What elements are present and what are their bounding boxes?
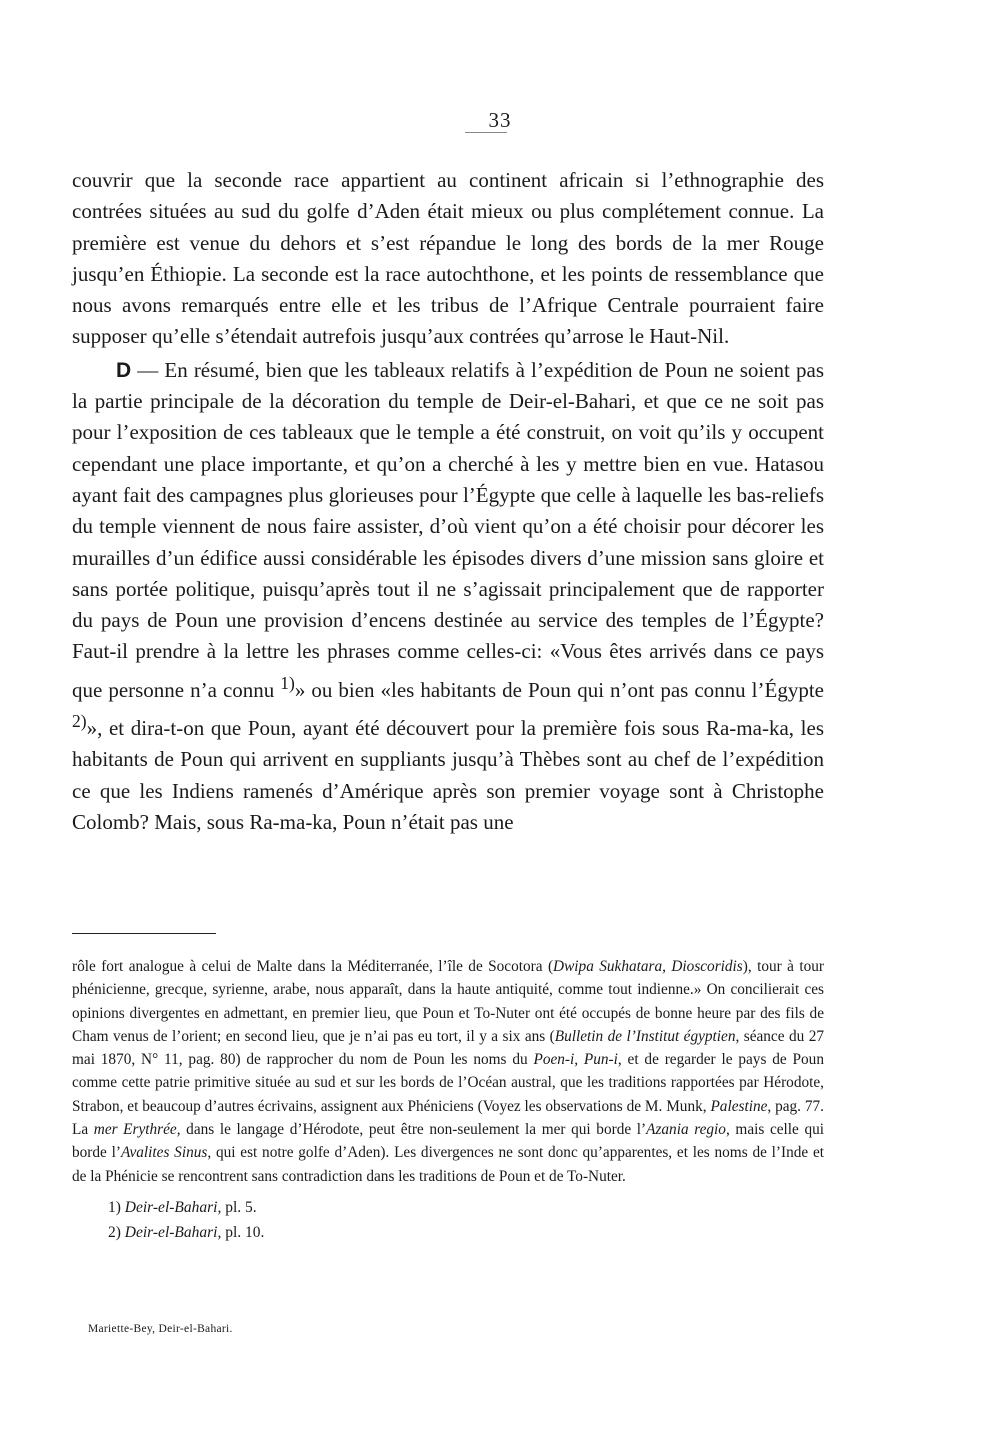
fn-text: , et de regarder le pays de Poun comme cette patrie primitive située au sud et sur les bords de l’Océan austral, que les traditions rapportées par Hérodote, Strabon, et beaucoup d’autres écrivains, assignent aux Phéniciens (Voyez les observations de M. Munk, [72, 1051, 824, 1115]
fn-text: , pag. 77. La [72, 1097, 824, 1139]
signature-line: Mariette-Bey, Deir-el-Bahari. [88, 1323, 233, 1335]
footnote-ref-2: 2) [72, 711, 87, 732]
footnote-ref-1: 1) [280, 672, 295, 693]
footnote-source: Deir-el-Bahari, [124, 1223, 222, 1241]
fn-text: rôle fort analogue à celui de Malte dans la Méditerranée, l’île de Socotora ( [72, 958, 554, 975]
main-text [72, 165, 824, 838]
page-number: 33 [0, 108, 1000, 133]
fn-italic: Avalites Sinus [120, 1144, 208, 1162]
paragraph-1: couvrir que la seconde race appartient au continent africain si l’ethnographie des contrées situées au sud du golfe d’Aden était mieux ou plus complétement connue. La première est venue du dehors et s’est répandue le long des bords de la mer Rouge jusqu’en Éthiopie. La seconde est la race autochthone, et les points de ressemblance que nous avons remarqués entre elle et les tribus de l’Afrique Centrale pourraient faire supposer qu’elle s’étendait autrefois jusqu’aux contrées qu’arrose le Haut-Nil. [72, 168, 824, 349]
fn-italic: Azania regio [646, 1121, 726, 1139]
fn-text: , dans le langage d’Hérodote, peut être non-seulement la mer qui borde l’ [176, 1121, 647, 1139]
footnote-1 [72, 1196, 824, 1219]
paragraph-2-part-2: » ou bien «les habitants de Poun qui n’ont pas connu l’Égypte [294, 677, 824, 702]
fn-italic: Palestine [710, 1097, 768, 1115]
footnotes [72, 955, 824, 1244]
footnote-2 [72, 1221, 824, 1244]
footnote-page: pl. 5. [221, 1198, 257, 1216]
paragraph-2 [72, 355, 824, 838]
footnote-page: pl. 10. [221, 1223, 265, 1241]
section-letter: D [116, 358, 132, 382]
paragraph-2-part-3: », et dira-t-on que Poun, ayant été découvert pour la première fois sous Ra-ma-ka, les habitants de Poun qui arrivent en suppliants jusqu’à Thèbes sont au chef de l’expédition ce que les Indiens ramenés d’Amérique après son premier voyage sont à Christophe Colomb? Mais, sous Ra-ma-ka, Poun n’était pas une [72, 716, 824, 834]
fn-italic: Bulletin de l’Institut égyptien [554, 1027, 736, 1045]
fn-italic: Dwipa Sukhatara, Dioscoridis [553, 958, 743, 975]
fn-text: , mais celle qui borde l’ [72, 1121, 824, 1162]
footnote-marker: 2) [108, 1223, 121, 1241]
paragraph-2-part-1: — En résumé, bien que les tableaux relatifs à l’expédition de Poun ne soient pas la partie principale de la décoration du temple de Deir-el-Bahari, et que ce ne soit pas pour l’exposition de ces tableaux que le temple a été construit, on voit qu’ils y occupent cependant une place importante, et qu’on a cherché à les y mettre bien en vue. Hatasou ayant fait des campagnes plus glorieuses pour l’Égypte que celle à laquelle les bas-reliefs du temple viennent de nous faire assister, d’où vient qu’on a été choisir pour décorer les murailles d’un édifice aussi considérable les épisodes divers d’une mission sans gloire et sans portée politique, puisqu’après tout il ne s’agissait principalement que de rapporter du pays de Poun une provision d’encens destinée au service des temples de l’Égypte? Faut-il prendre à la lettre les phrases comme celles-ci: «Vous êtes arrivés dans ce pays que personne n’a connu [72, 357, 824, 702]
fn-italic: mer Erythrée [93, 1121, 177, 1139]
fn-text: , séance du 27 mai 1870, N° 11, pag. 80) de rapprocher du nom de Poun les noms du [72, 1027, 825, 1069]
footnote-continuation [72, 955, 824, 1188]
footnote-rule [72, 933, 216, 934]
fn-italic: Poen-i, Pun-i [533, 1051, 618, 1069]
fn-text: , qui est notre golfe d’Aden). Les divergences ne sont donc qu’apparentes, et les noms de l’Inde et de la Phénicie se rencontrent sans contradiction dans les traditions de Poun et de To-Nuter. [72, 1144, 825, 1185]
footnote-marker: 1) [108, 1198, 121, 1216]
footnote-source: Deir-el-Bahari, [124, 1198, 222, 1216]
fn-text: ), tour à tour phénicienne, grecque, syrienne, arabe, nous apparaît, dans la haute antiquité, comme tout indienne.» On concilierait ces opinions divergentes en admettant, en premier lieu, que Poun et To-Nuter ont été occupés de bonne heure par des fils de Cham venus de l’orient; en second lieu, que je n’ai pas eu tort, il y a six ans ( [72, 958, 824, 1045]
